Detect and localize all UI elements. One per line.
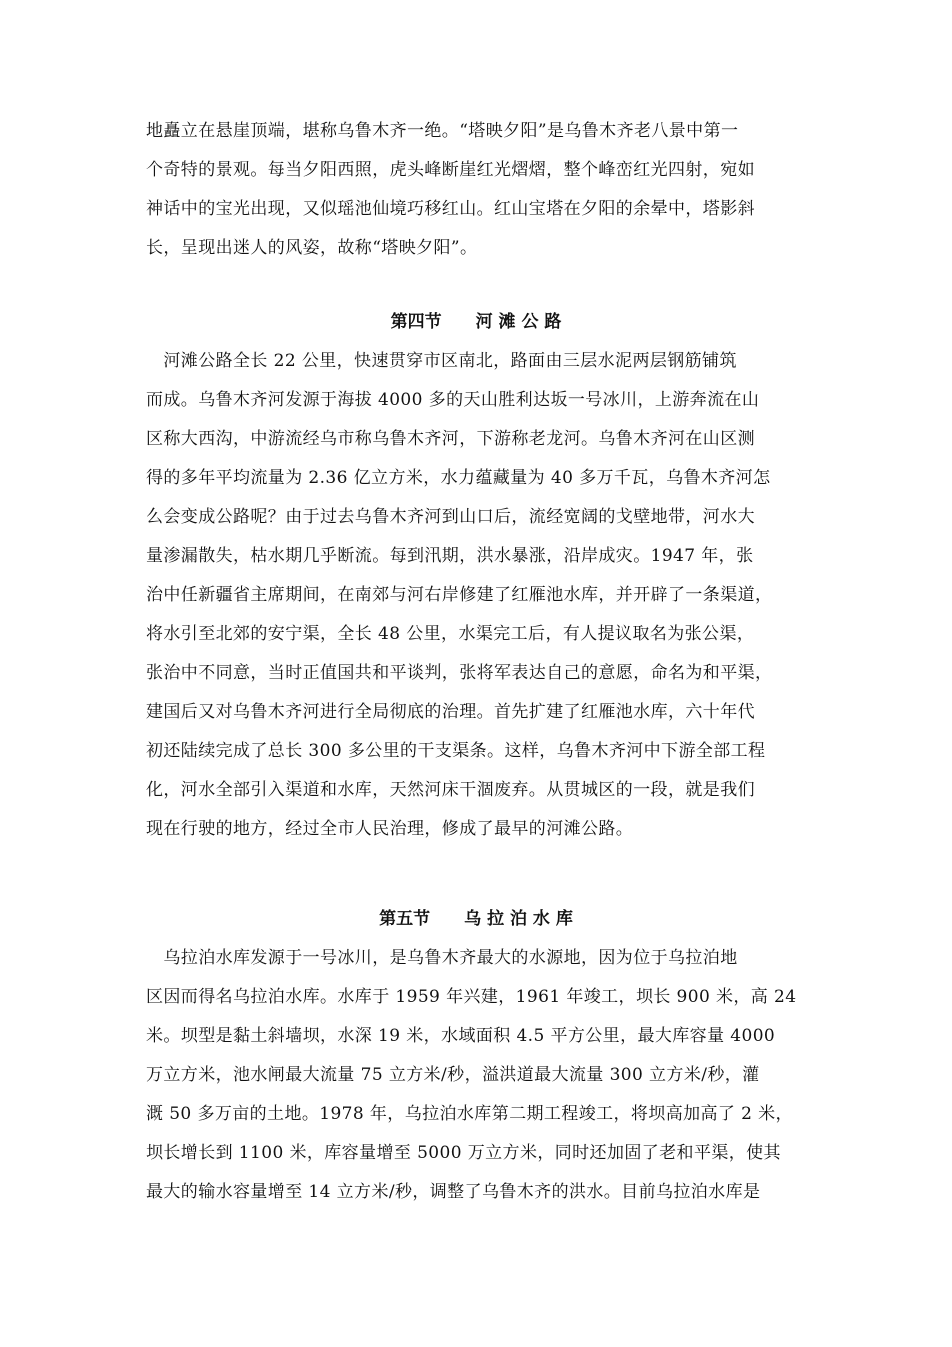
text-line: 张治中不同意，当时正值国共和平谈判，张将军表达自己的意愿，命名为和平渠， [146,663,773,683]
text-line: 得的多年平均流量为 2.36 亿立方米，水力蕴藏量为 40 多万千瓦，乌鲁木齐河怎 [146,468,771,488]
text-line: 长，呈现出迷人的风姿，故称“塔映夕阳”。 [146,238,478,258]
text-line: 万立方米，池水闸最大流量 75 立方米/秒，溢洪道最大流量 300 立方米/秒，灌 [146,1065,760,1085]
text-line: 而成。乌鲁木齐河发源于海拔 4000 多的天山胜利达坂一号冰川，上游奔流在山 [146,390,760,410]
text-line: 初还陆续完成了总长 300 多公里的干支渠条。这样，乌鲁木齐河中下游全部工程 [146,741,766,761]
text-line: 最大的输水容量增至 14 立方米/秒，调整了乌鲁木齐的洪水。目前乌拉泊水库是 [146,1182,761,1202]
text-line: 么会变成公路呢？由于过去乌鲁木齐河到山口后，流经宽阔的戈壁地带，河水大 [146,507,755,527]
text-line: 米。坝型是黏土斜墙坝，水深 19 米，水域面积 4.5 平方公里，最大库容量 4000 [146,1026,776,1046]
text-line: 量渗漏散失，枯水期几乎断流。每到汛期，洪水暴涨，沿岸成灾。1947 年，张 [146,546,754,566]
text-line: 地矗立在悬崖顶端，堪称乌鲁木齐一绝。“塔映夕阳”是乌鲁木齐老八景中第一 [146,121,739,141]
text-line: 坝长增长到 1100 米，库容量增至 5000 万立方米，同时还加固了老和平渠，使其 [146,1143,781,1163]
text-line: 乌拉泊水库发源于一号冰川，是乌鲁木齐最大的水源地，因为位于乌拉泊地 [146,948,738,968]
text-line: 将水引至北郊的安宁渠，全长 48 公里，水渠完工后，有人提议取名为张公渠， [146,624,755,644]
text-line: 区因而得名乌拉泊水库。水库于 1959 年兴建，1961 年竣工，坝长 900 米，高 24 [146,987,797,1007]
text-line: 个奇特的景观。每当夕阳西照，虎头峰断崖红光熠熠，整个峰峦红光四射，宛如 [146,160,755,180]
section-heading: 第五节 乌 拉 泊 水 库 [379,909,573,929]
section-heading: 第四节 河 滩 公 路 [390,312,562,332]
text-line: 建国后又对乌鲁木齐河进行全局彻底的治理。首先扩建了红雁池水库，六十年代 [146,702,755,722]
text-line: 现在行驶的地方，经过全市人民治理，修成了最早的河滩公路。 [146,819,634,839]
text-line: 河滩公路全长 22 公里，快速贯穿市区南北，路面由三层水泥两层钢筋铺筑 [146,351,737,371]
text-line: 化，河水全部引入渠道和水库，天然河床干涸废弃。从贯城区的一段，就是我们 [146,780,755,800]
text-line: 区称大西沟，中游流经乌市称乌鲁木齐河，下游称老龙河。乌鲁木齐河在山区测 [146,429,755,449]
text-line: 神话中的宝光出现，又似瑶池仙境巧移红山。红山宝塔在夕阳的余晕中，塔影斜 [146,199,755,219]
text-line: 溉 50 多万亩的土地。1978 年，乌拉泊水库第二期工程竣工，将坝高加高了 2 米， [146,1104,793,1124]
text-line: 治中任新疆省主席期间，在南郊与河右岸修建了红雁池水库，并开辟了一条渠道， [146,585,773,605]
